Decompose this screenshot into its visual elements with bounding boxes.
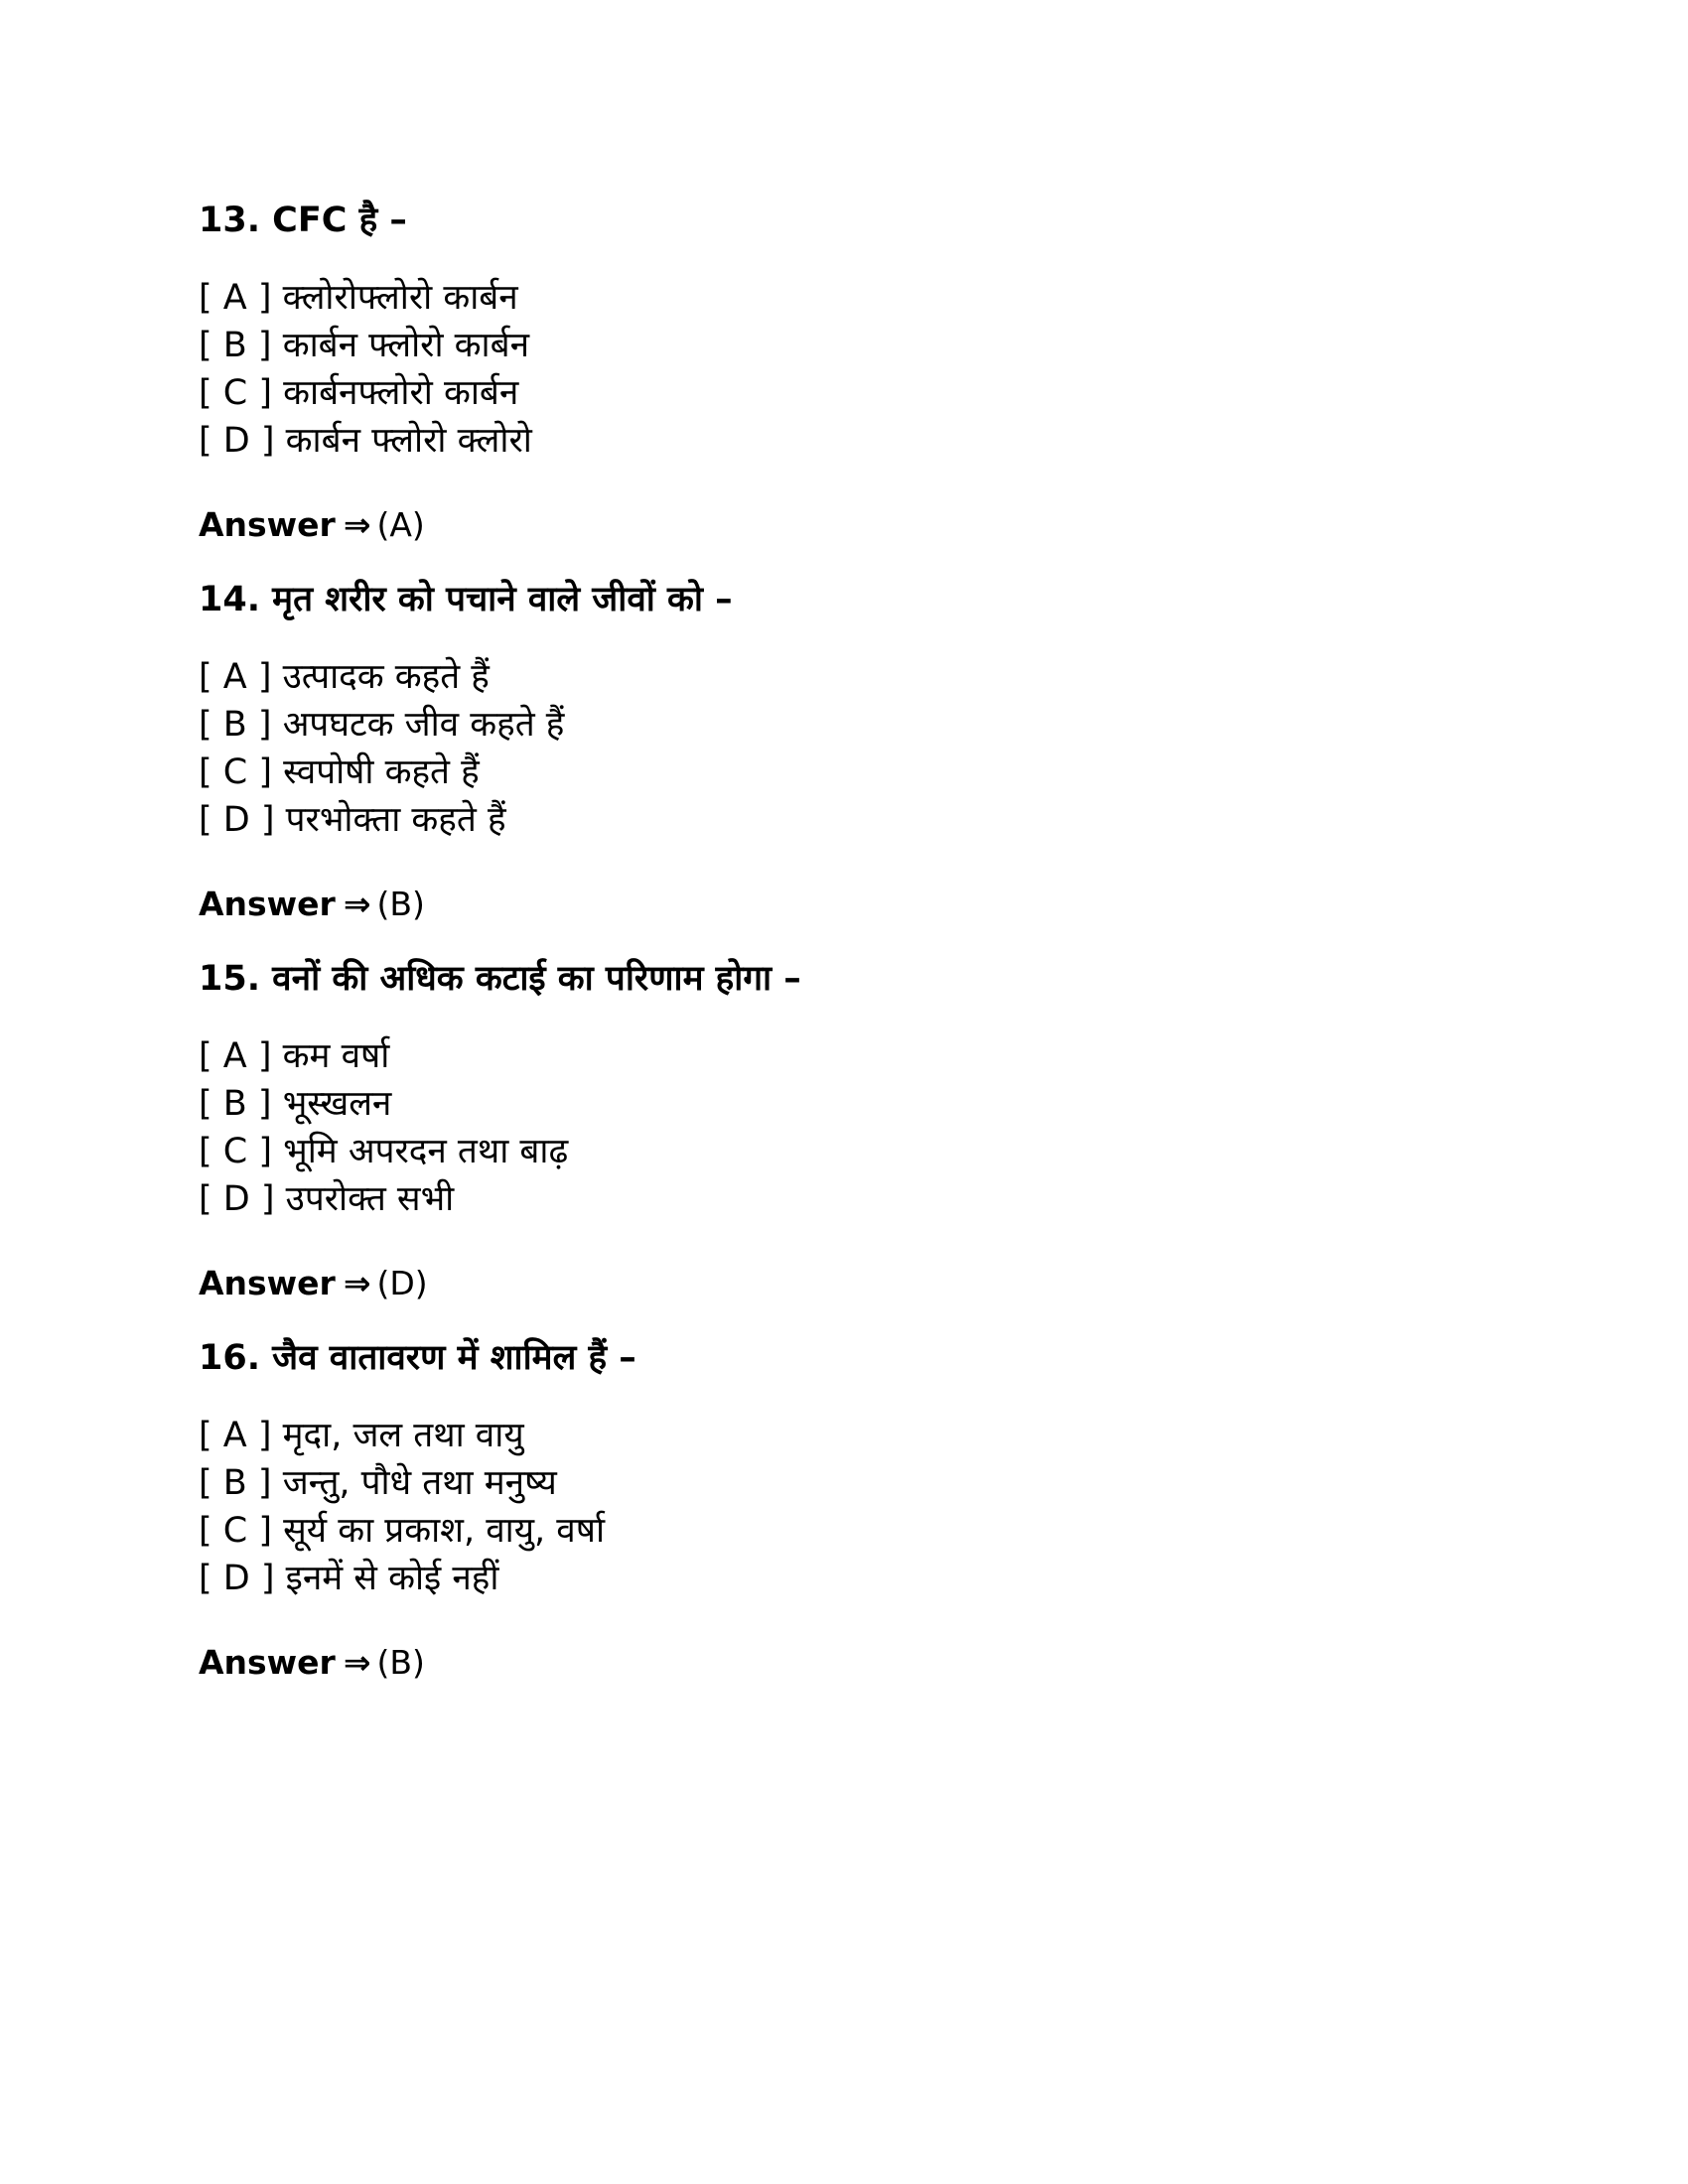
- question-text: 14. मृत शरीर को पचाने वाले जीवों को –: [199, 580, 733, 619]
- answer-value: (A): [376, 505, 425, 544]
- answer-label: Answer: [199, 1264, 336, 1302]
- option-a: [ A ] उत्पादक कहते हैं: [199, 657, 490, 697]
- answer-value: (D): [376, 1264, 428, 1302]
- answer-line: [199, 500, 1489, 550]
- question-text: 16. जैव वातावरण में शामिल हैं –: [199, 1338, 636, 1378]
- option-a: [ A ] मृदा, जल तथा वायु: [199, 1416, 524, 1455]
- option-a: [ A ] क्लोरोफ्लोरो कार्बन: [199, 278, 518, 318]
- answer-label: Answer: [199, 505, 336, 544]
- answer-arrow-icon: ⇒: [343, 1264, 371, 1302]
- options-list: [199, 274, 1489, 465]
- question-15: [199, 953, 1489, 1308]
- question-16: [199, 1332, 1489, 1688]
- option-d: [ D ] कार्बन फ्लोरो क्लोरो: [199, 421, 532, 461]
- option-a: [ A ] कम वर्षा: [199, 1036, 390, 1076]
- answer-line: [199, 1638, 1489, 1688]
- options-list: [199, 1412, 1489, 1602]
- option-c: [ C ] कार्बनफ्लोरो कार्बन: [199, 373, 519, 413]
- answer-arrow-icon: ⇒: [343, 885, 371, 923]
- question-text: 15. वनों की अधिक कटाई का परिणाम होगा –: [199, 959, 801, 999]
- option-d: [ D ] परभोक्ता कहते हैं: [199, 800, 506, 840]
- option-c: [ C ] भूमि अपरदन तथा बाढ़: [199, 1132, 569, 1171]
- answer-arrow-icon: ⇒: [343, 1643, 371, 1682]
- option-b: [ B ] भूस्खलन: [199, 1084, 392, 1124]
- option-c: [ C ] सूर्य का प्रकाश, वायु, वर्षा: [199, 1511, 606, 1551]
- options-list: [199, 653, 1489, 844]
- question-14: [199, 574, 1489, 929]
- option-c: [ C ] स्वपोषी कहते हैं: [199, 752, 480, 792]
- answer-line: [199, 880, 1489, 929]
- question-13: [199, 195, 1489, 550]
- answer-label: Answer: [199, 1643, 336, 1682]
- answer-arrow-icon: ⇒: [343, 505, 371, 544]
- option-b: [ B ] कार्बन फ्लोरो कार्बन: [199, 326, 530, 365]
- options-list: [199, 1032, 1489, 1223]
- option-d: [ D ] उपरोक्त सभी: [199, 1179, 455, 1219]
- option-d: [ D ] इनमें से कोई नहीं: [199, 1559, 499, 1598]
- question-text: 13. CFC है –: [199, 201, 407, 240]
- option-b: [ B ] जन्तु, पौधे तथा मनुष्य: [199, 1463, 557, 1503]
- answer-value: (B): [376, 1643, 425, 1682]
- option-b: [ B ] अपघटक जीव कहते हैं: [199, 705, 565, 745]
- answer-value: (B): [376, 885, 425, 923]
- answer-label: Answer: [199, 885, 336, 923]
- answer-line: [199, 1259, 1489, 1308]
